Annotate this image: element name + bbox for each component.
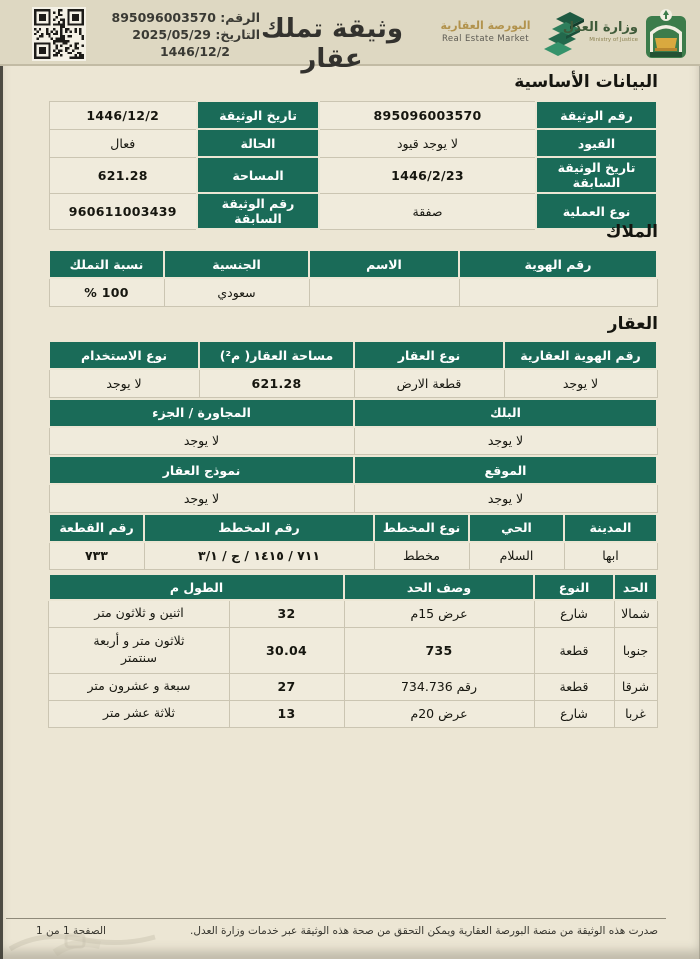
header-border-type: النوع (534, 574, 614, 600)
table-header-row (49, 574, 657, 600)
value-property-id: لا يوجد (504, 369, 657, 397)
value-neighbour-part: لا يوجد (49, 427, 354, 455)
moj-logo-english: Ministry of Justice (589, 37, 638, 43)
header-plan-type: نوع المخطط (374, 514, 469, 542)
value-border-side-north: شمالا (614, 600, 657, 627)
value-border-length-text: سبعة و عشرون متر (49, 673, 229, 700)
value-prev-doc-date: 1446/2/23 (319, 157, 536, 193)
header-property-type: نوع العقار (354, 341, 504, 369)
table-row (49, 427, 657, 455)
table-row (49, 369, 657, 397)
value-border-type: شارع (534, 600, 614, 627)
value-status: فعال (49, 129, 197, 157)
label-restrictions: القيود (536, 129, 657, 157)
footer-page-info: الصفحة 1 من 1 (36, 925, 106, 937)
property-table-identity (48, 340, 658, 398)
value-border-type: قطعة (534, 627, 614, 673)
value-parcel-number: ٧٣٣ (49, 542, 144, 570)
ministry-of-justice-emblem-icon (640, 8, 692, 60)
value-border-length-number: 13 (229, 700, 344, 727)
value-location: لا يوجد (354, 484, 657, 512)
value-district: السلام (469, 542, 564, 570)
table-row (49, 542, 657, 570)
document-header-band (0, 0, 700, 74)
property-table-location (48, 455, 658, 513)
value-border-type: شارع (534, 700, 614, 727)
document-title: وثيقة تملك عقار (260, 14, 404, 74)
doc-date-hijri: 1446/12/2 (159, 43, 230, 59)
label-doc-date: تاريخ الوثيقة (197, 101, 319, 129)
value-border-side-south: جنوبا (614, 627, 657, 673)
value-plan-number: ٧١١ / ١٤١٥ / ج / ٣/١ (144, 542, 374, 570)
value-border-length-text: ثلاثة عشر متر (49, 700, 229, 727)
value-border-type: قطعة (534, 673, 614, 700)
section-title-owners: الملاك (605, 222, 658, 242)
header-neighbour-part: المجاورة / الجزء (49, 399, 354, 427)
value-border-description: عرض 20م (344, 700, 534, 727)
label-status: الحالة (197, 129, 319, 157)
header-owner-id: رقم الهوية (459, 250, 657, 278)
value-block: لا يوجد (354, 427, 657, 455)
header-usage-type: نوع الاستخدام (49, 341, 199, 369)
footer-note: صدرت هذه الوثيقة من منصة البورصة العقارية ويمكن التحقق من صحة هذه الوثيقة عبر خدمات وزارة العدل. (190, 925, 658, 937)
value-border-length-number: 32 (229, 600, 344, 627)
header-border-length: الطول م (49, 574, 344, 600)
qr-code-icon (32, 7, 86, 61)
header-location: الموقع (354, 456, 657, 484)
footer-divider (6, 918, 666, 919)
value-border-side-west: غربا (614, 700, 657, 727)
header-border-side: الحد (614, 574, 657, 600)
table-header-row (49, 250, 657, 278)
value-border-length-text: اثنين و ثلاثون متر (49, 600, 229, 627)
table-header-row (49, 514, 657, 542)
value-plan-type: مخطط (374, 542, 469, 570)
value-operation-type: صفقة (319, 193, 536, 229)
document-number-block (92, 10, 260, 61)
value-prev-doc-number: 960611003439 (49, 193, 197, 229)
header-property-model: نموذج العقار (49, 456, 354, 484)
table-row (49, 129, 657, 157)
header-parcel-number: رقم القطعة (49, 514, 144, 542)
header-nationality: الجنسية (164, 250, 309, 278)
basic-data-table (49, 100, 659, 230)
value-nationality: سعودي (164, 278, 309, 306)
table-row (49, 600, 657, 627)
section-title-basic-data: البيانات الأساسية (514, 72, 658, 92)
table-row (49, 101, 657, 129)
header-city: المدينة (564, 514, 657, 542)
value-usage-type: لا يوجد (49, 369, 199, 397)
table-row (49, 700, 657, 727)
value-property-area: 621.28 (199, 369, 354, 397)
value-border-description: رقم 734.736 (344, 673, 534, 700)
value-restrictions: لا يوجد قيود (319, 129, 536, 157)
label-operation-type: نوع العملية (536, 193, 657, 229)
value-ownership-share: 100 % (49, 278, 164, 306)
header-block: البلك (354, 399, 657, 427)
table-row (49, 157, 657, 193)
rem-logo-english: Real Estate Market (441, 34, 530, 44)
table-row (49, 484, 657, 512)
owners-table (48, 249, 658, 307)
table-row (49, 673, 657, 700)
header-district: الحي (469, 514, 564, 542)
value-property-type: قطعة الارض (354, 369, 504, 397)
borders-table (48, 573, 658, 728)
table-header-row (49, 341, 657, 369)
value-border-description: عرض 15م (344, 600, 534, 627)
value-city: ابها (564, 542, 657, 570)
moj-logo-arabic: وزارة العدل (562, 20, 638, 35)
header-property-id: رقم الهوية العقارية (504, 341, 657, 369)
header-property-area: مساحة العقار( م²) (199, 341, 354, 369)
table-header-row (49, 456, 657, 484)
header-ownership-share: نسبة التملك (49, 250, 164, 278)
header-plan-number: رقم المخطط (144, 514, 374, 542)
section-title-property: العقار (607, 314, 658, 334)
value-property-model: لا يوجد (49, 484, 354, 512)
header-border-description: وصف الحد (344, 574, 534, 600)
table-row (49, 278, 657, 306)
doc-date-line: التاريخ: 2025/05/29 (132, 26, 260, 42)
table-row (49, 627, 657, 673)
ministry-of-justice-logo (562, 6, 692, 62)
label-prev-doc-number: رقم الوثيقة السابقة (197, 193, 319, 229)
value-border-length-text: ثلاثون متر و أربعة سنتمتر (49, 627, 229, 673)
value-owner-id (459, 278, 657, 306)
value-doc-number: 895096003570 (319, 101, 536, 129)
value-doc-date: 1446/12/2 (49, 101, 197, 129)
table-row (49, 193, 657, 229)
property-table-city-plan (48, 513, 658, 571)
header-owner-name: الاسم (309, 250, 459, 278)
value-owner-name (309, 278, 459, 306)
label-prev-doc-date: تاريخ الوثيقة السابقة (536, 157, 657, 193)
value-border-description: 735 (344, 627, 534, 673)
table-header-row (49, 399, 657, 427)
value-border-side-east: شرقا (614, 673, 657, 700)
rem-logo-arabic: البورصة العقارية (440, 19, 531, 32)
value-border-length-number: 30.04 (229, 627, 344, 673)
value-border-length-number: 27 (229, 673, 344, 700)
doc-number-line: الرقم: 895096003570 (111, 10, 260, 25)
property-table-block (48, 398, 658, 456)
label-area: المساحة (197, 157, 319, 193)
value-area: 621.28 (49, 157, 197, 193)
label-doc-number: رقم الوثيقة (536, 101, 657, 129)
